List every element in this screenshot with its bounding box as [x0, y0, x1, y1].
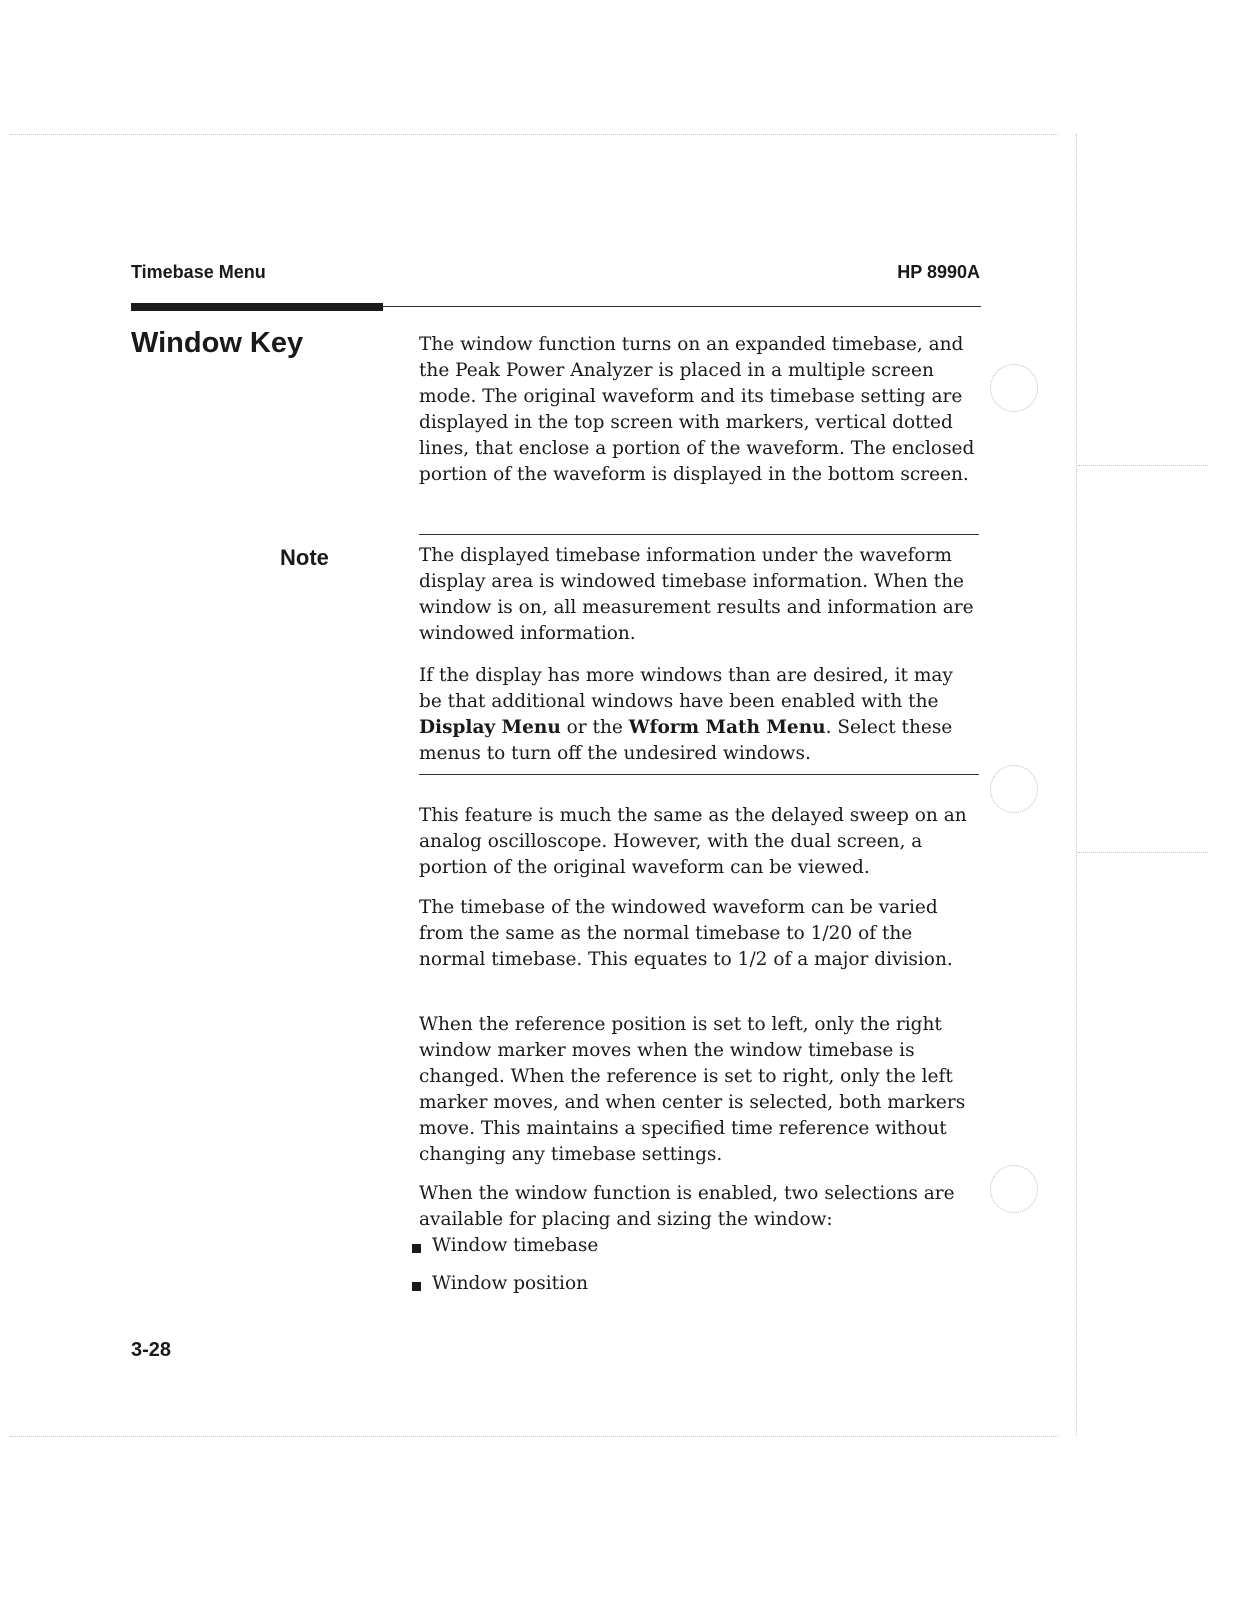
- note-paragraph-1: The displayed timebase information under the waveform display area is windowed timebase information. When the window is on, all measurement results and information are windowed information.: [419, 545, 974, 644]
- note-label: Note: [280, 545, 329, 570]
- punch-hole: [990, 765, 1038, 813]
- header-rule-thick: [131, 303, 383, 311]
- list-item-text: Window position: [432, 1273, 589, 1294]
- page-number: 3-28: [131, 1339, 172, 1361]
- scan-border-bottom: [10, 1436, 1058, 1437]
- scan-tab-line: [1078, 852, 1208, 853]
- scan-tab-line: [1078, 465, 1208, 466]
- note-top-rule: [419, 534, 979, 535]
- menu-name-wform-math: Wform Math Menu: [628, 717, 826, 738]
- note-bottom-rule: [419, 774, 979, 775]
- list-item: [412, 1235, 598, 1273]
- intro-paragraph: The window function turns on an expanded timebase, and the Peak Power Analyzer is placed in a multiple screen mode. The original waveform and its timebase setting are displayed in the top screen with markers, vertical dotted lines, that enclose a portion of the waveform. The enclosed portion of the waveform is displayed in the bottom screen.: [419, 334, 975, 485]
- selection-list: [412, 1235, 598, 1311]
- body-paragraph: The timebase of the windowed waveform can be varied from the same as the normal timebase to 1/20 of the normal timebase. This equates to 1/2 of a major division.: [419, 897, 953, 970]
- body-paragraph: When the reference position is set to left, only the right window marker moves when the window timebase is changed. When the reference is set to right, only the left marker moves, and when center is selected, both markers move. This maintains a specified time reference without changing any timebase settings.: [419, 1014, 966, 1165]
- scan-border-top: [10, 134, 1058, 135]
- note-paragraph-2: [419, 663, 979, 767]
- body-paragraph: This feature is much the same as the delayed sweep on an analog oscilloscope. However, with the dual screen, a portion of the original waveform can be viewed.: [419, 805, 967, 878]
- menu-name-display: Display Menu: [419, 717, 561, 738]
- body-paragraph: When the window function is enabled, two selections are available for placing and sizing the window:: [419, 1183, 955, 1230]
- punch-hole: [990, 1165, 1038, 1213]
- bullet-square-icon: [412, 1282, 421, 1291]
- list-item: [412, 1273, 598, 1311]
- note-text: or the: [560, 717, 629, 738]
- note-text: . Select these menus to turn off the undesired windows.: [419, 717, 953, 764]
- section-title: Window Key: [131, 327, 304, 359]
- running-head-left: Timebase Menu: [131, 262, 266, 282]
- list-item-text: Window timebase: [432, 1235, 599, 1256]
- punch-hole: [990, 364, 1038, 412]
- scan-border-right: [1076, 134, 1077, 1436]
- bullet-square-icon: [412, 1244, 421, 1253]
- running-head-right: HP 8990A: [897, 262, 980, 282]
- note-text: If the display has more windows than are desired, it may be that additional windows have been enabled with the: [419, 665, 953, 712]
